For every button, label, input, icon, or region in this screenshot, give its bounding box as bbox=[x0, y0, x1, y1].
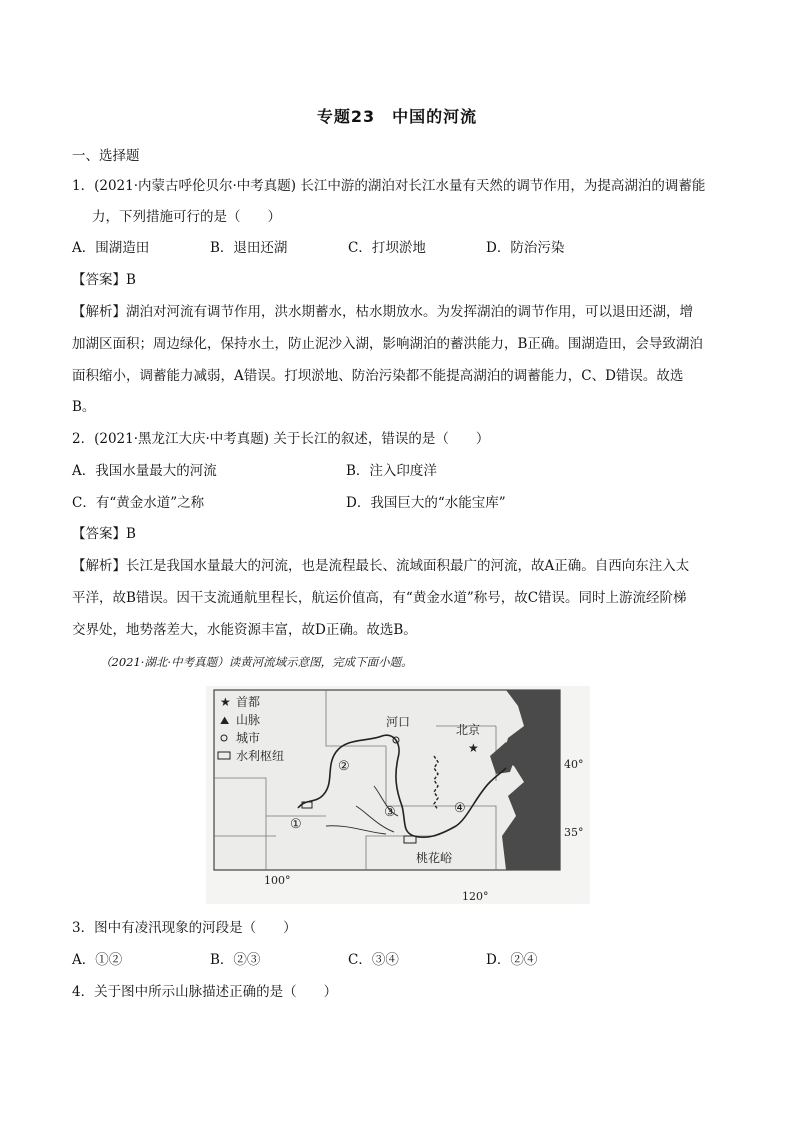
q3-option-a: A．①② bbox=[72, 952, 123, 968]
legend-dam: 水利枢纽 bbox=[236, 749, 285, 763]
label-lat-40: 40° bbox=[564, 758, 584, 771]
q3-option-c: C．③④ bbox=[348, 952, 399, 968]
label-lon-120: 120° bbox=[462, 890, 489, 903]
q2-option-d: D．我国巨大的“水能宝库” bbox=[346, 495, 506, 511]
q1-analysis-line-3: 面积缩小，调蓄能力减弱，A错误。打坝淤地、防治污染都不能提高湖泊的调蓄能力，C、D错误。故选 bbox=[72, 368, 684, 384]
legend-mountain: 山脉 bbox=[236, 713, 261, 727]
label-lat-35: 35° bbox=[564, 826, 584, 839]
q1-stem-line-2: 力，下列措施可行的是（ ） bbox=[92, 209, 281, 225]
label-beijing: 北京 bbox=[456, 723, 481, 737]
q4-stem: 4．关于图中所示山脉描述正确的是（ ） bbox=[72, 984, 338, 1000]
page-title: 专题23 中国的河流 bbox=[316, 107, 478, 126]
q1-analysis-line-1: 【解析】湖泊对河流有调节作用，洪水期蓄水，枯水期放水。为发挥湖泊的调节作用，可以退田还湖，增 bbox=[72, 304, 693, 320]
q2-analysis-line-1: 【解析】长江是我国水量最大的河流，也是流程最长、流域面积最广的河流，故A正确。自西向东注入太 bbox=[72, 558, 690, 574]
q2-option-c: C．有“黄金水道”之称 bbox=[72, 495, 205, 511]
q2-answer: 【答案】B bbox=[72, 526, 136, 542]
label-taohuayu: 桃花峪 bbox=[416, 851, 453, 865]
q3-option-b: B．②③ bbox=[210, 952, 261, 968]
section-heading: 一、选择题 bbox=[72, 148, 140, 164]
q3-stem: 3．图中有凌汛现象的河段是（ ） bbox=[72, 920, 297, 936]
q3-option-d: D．②④ bbox=[486, 952, 538, 968]
q1-option-d: D．防治污染 bbox=[486, 240, 565, 256]
star-icon: ★ bbox=[220, 695, 231, 709]
mountain-icon: ⛰ bbox=[220, 714, 230, 727]
q1-answer: 【答案】B bbox=[72, 272, 136, 288]
label-section-1: ① bbox=[290, 817, 302, 832]
q1-analysis-line-4: B。 bbox=[72, 399, 96, 415]
q2-option-b: B．注入印度洋 bbox=[346, 463, 437, 479]
q1-analysis-line-2: 加湖区面积；周边绿化，保持水土，防止泥沙入湖，影响湖泊的蓄洪能力，B正确。围湖造田，会导致湖泊 bbox=[72, 336, 703, 352]
label-section-2: ② bbox=[338, 759, 350, 774]
q1-option-a: A．围湖造田 bbox=[72, 240, 150, 256]
label-lon-100: 100° bbox=[264, 874, 291, 887]
label-section-4: ④ bbox=[454, 801, 466, 816]
q2-analysis-line-2: 平洋，故B错误。因干支流通航里程长，航运价值高，有“黄金水道”称号，故C错误。同时上游流经阶梯 bbox=[72, 590, 687, 606]
q1-option-c: C．打坝淤地 bbox=[348, 240, 426, 256]
q2-stem: 2．(2021·黑龙江大庆·中考真题) 关于长江的叙述，错误的是（ ） bbox=[72, 431, 490, 447]
q2-analysis-line-3: 交界处，地势落差大，水能资源丰富，故D正确。故选B。 bbox=[72, 622, 417, 638]
map-caption: （2021·湖北·中考真题）读黄河流域示意图，完成下面小题。 bbox=[100, 655, 413, 669]
legend-city: 城市 bbox=[236, 731, 261, 745]
q1-option-b: B．退田还湖 bbox=[210, 240, 288, 256]
label-section-3: ③ bbox=[384, 805, 396, 820]
q1-stem-line-1: 1．(2021·内蒙古呼伦贝尔·中考真题) 长江中游的湖泊对长江水量有天然的调节作用，为提高湖泊的调蓄能 bbox=[72, 178, 706, 194]
q2-option-a: A．我国水量最大的河流 bbox=[72, 463, 217, 479]
beijing-star-icon: ★ bbox=[468, 741, 479, 755]
legend-capital: 首都 bbox=[236, 695, 261, 709]
yellow-river-basin-map bbox=[206, 686, 590, 904]
label-hekou: 河口 bbox=[386, 715, 411, 729]
